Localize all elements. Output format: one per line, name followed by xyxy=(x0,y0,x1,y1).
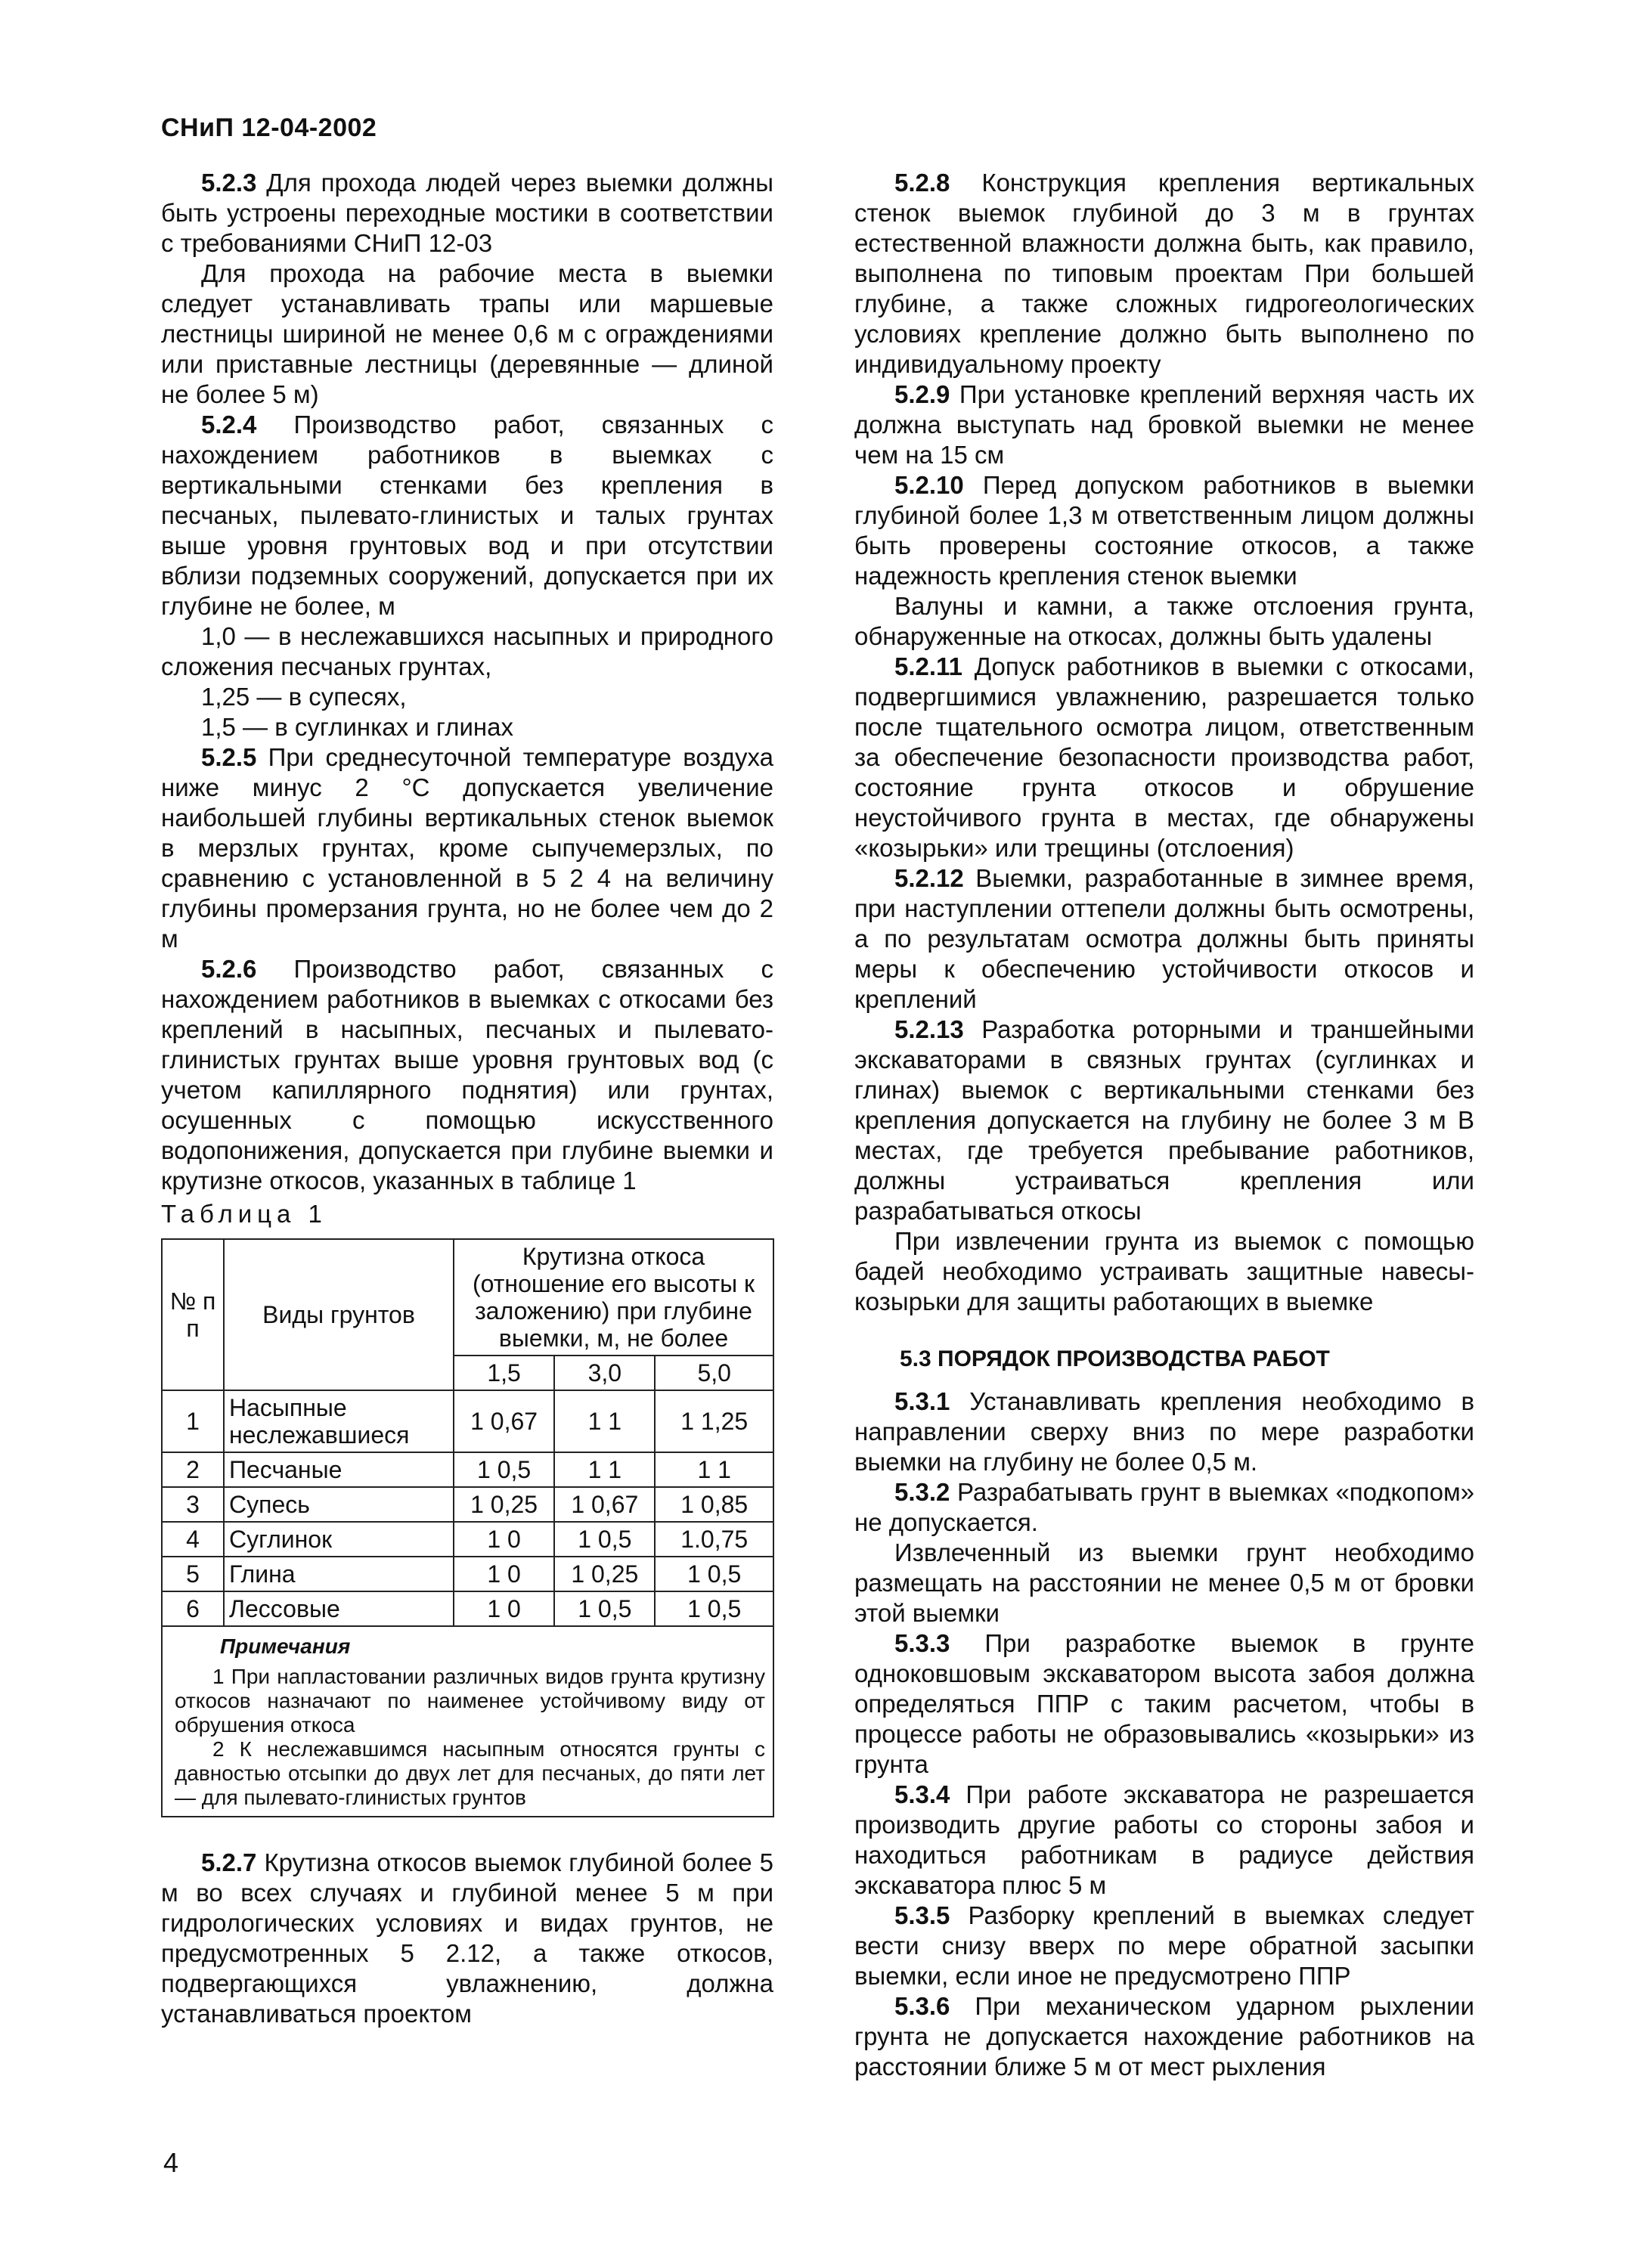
header-number: № п п xyxy=(162,1239,224,1390)
paragraph-5-2-3: 5.2.3 Для прохода людей через выемки должны быть устроены переходные мостики в соответствии с требованиями СНиП 12-03 xyxy=(161,169,773,257)
cell-value: 1 0,85 xyxy=(655,1487,773,1522)
paragraph-5-2-7: 5.2.7 Крутизна откосов выемок глубиной более 5 м во всех случаях и глубиной менее 5 м при гидрологических условиях и видах грунтов, не предусмотренных 5 2.12, а также откосов, подвергающихся увлажнению, должна устанавливаться проектом xyxy=(161,1848,773,2028)
cell-soil-type: Суглинок xyxy=(224,1522,454,1557)
note-1: 1 При напластовании различных видов грунта крутизну откосов назначают по наименее устойчивому виду от обрушения откоса xyxy=(175,1665,765,1737)
document-code-header: СНиП 12-04-2002 xyxy=(161,113,377,142)
cell-soil-type: Глина xyxy=(224,1557,454,1591)
table-notes xyxy=(162,1626,773,1817)
cell-value: 1 0,67 xyxy=(554,1487,655,1522)
note-2: 2 К неслежавшимся насыпным относятся грунты с давностью отсыпки до двух лет для песчаных, до пяти лет — для пылевато-глинистых грунтов xyxy=(175,1737,765,1809)
table-notes-row xyxy=(162,1626,773,1817)
paragraph-5-3-4: 5.3.4 При работе экскаватора не разрешается производить другие работы со стороны забоя и находиться работникам в радиусе действия экскаватора плюс 5 м xyxy=(854,1780,1474,1899)
header-depth-2: 3,0 xyxy=(554,1356,655,1390)
cell-number: 1 xyxy=(162,1390,224,1452)
header-soil-type: Виды грунтов xyxy=(224,1239,454,1390)
table-row xyxy=(162,1390,773,1452)
notes-title: Примечания xyxy=(220,1634,351,1658)
cell-value: 1 1 xyxy=(554,1390,655,1452)
left-column xyxy=(161,168,773,2029)
soil-slope-table xyxy=(161,1238,774,1817)
paragraph-5-2-4: 5.2.4 Производство работ, связанных с нахождением работников в выемках с вертикальными стенками без крепления в песчаных, пылевато-глинистых и талых грунтах выше уровня грунтовых вод и при отсутствии вблизи подземных сооружений, допускается при их глубине не более, м xyxy=(161,411,773,620)
cell-value: 1 0,5 xyxy=(655,1591,773,1626)
cell-value: 1 0,67 xyxy=(454,1390,554,1452)
paragraph-5-2-8: 5.2.8 Конструкция крепления вертикальных стенок выемок глубиной до 3 м в грунтах естественной влажности должна быть, как правило, выполнена по типовым проектам При большей глубине, а также сложных гидрогеологических условиях крепление должно быть выполнено по индивидуальному проекту xyxy=(854,169,1474,378)
paragraph-5-2-6: 5.2.6 Производство работ, связанных с нахождением работников в выемках с откосами без креплений в насыпных, песчаных и пылевато-глинистых грунтах выше уровня грунтовых вод (с учетом капиллярного поднятия) или грунтах, осушенных с помощью искусственного водопонижения, допускается при глубине выемки и крутизне откосов, указанных в таблице 1 xyxy=(161,955,773,1194)
cell-value: 1 0,25 xyxy=(554,1557,655,1591)
cell-value: 1 0,5 xyxy=(454,1452,554,1487)
cell-value: 1 0,25 xyxy=(454,1487,554,1522)
paragraph-5-2-9: 5.2.9 При установке креплений верхняя часть их должна выступать над бровкой выемки не менее чем на 15 см xyxy=(854,380,1474,469)
cell-value: 1 0,5 xyxy=(655,1557,773,1591)
paragraph-5-3-3: 5.3.3 При разработке выемок в грунте одноковшовым экскаватором высота забоя должна определяться ППР с таким расчетом, чтобы в процессе работы не образовывались «козырьки» из грунта xyxy=(854,1629,1474,1778)
table-row xyxy=(162,1487,773,1522)
table-caption: Таблица 1 xyxy=(161,1200,327,1228)
cell-value: 1 1 xyxy=(554,1452,655,1487)
paragraph-5-3-2: 5.3.2 Разрабатывать грунт в выемках «подкопом» не допускается. xyxy=(854,1478,1474,1536)
cell-soil-type: Насыпные неслежавшиеся xyxy=(224,1390,454,1452)
table-row xyxy=(162,1522,773,1557)
cell-soil-type: Супесь xyxy=(224,1487,454,1522)
table-header-row xyxy=(162,1239,773,1356)
paragraph-5-3-1: 5.3.1 Устанавливать крепления необходимо в направлении сверху вниз по мере разработки выемки на глубину не более 0,5 м. xyxy=(854,1387,1474,1476)
header-slope: Крутизна откоса (отношение его высоты к заложению) при глубине выемки, м, не более xyxy=(454,1239,773,1356)
paragraph-5-2-3-continued: Для прохода на рабочие места в выемки следует устанавливать трапы или маршевые лестницы шириной не менее 0,6 м с ограждениями или приставные лестницы (деревянные — длиной не более 5 м) xyxy=(161,259,773,408)
cell-number: 3 xyxy=(162,1487,224,1522)
paragraph-5-2-12: 5.2.12 Выемки, разработанные в зимнее время, при наступлении оттепели должны быть осмотрены, а по результатам осмотра должны быть приняты меры к обеспечению устойчивости откосов и креплений xyxy=(854,864,1474,1013)
paragraph-5-2-10: 5.2.10 Перед допуском работников в выемки глубиной более 1,3 м ответственным лицом должны быть проверены состояние откосов, а также надежность крепления стенок выемки xyxy=(854,471,1474,590)
cell-value: 1 0 xyxy=(454,1522,554,1557)
paragraph-5-3-6: 5.3.6 При механическом ударном рыхлении грунта не допускается нахождение работников на расстоянии ближе 5 м от мест рыхления xyxy=(854,1992,1474,2081)
header-depth-3: 5,0 xyxy=(655,1356,773,1390)
table-row xyxy=(162,1557,773,1591)
cell-value: 1 0,5 xyxy=(554,1522,655,1557)
cell-value: 1 0,5 xyxy=(554,1591,655,1626)
depth-item-1: 1,0 — в неслежавшихся насыпных и природного сложения песчаных грунтах, xyxy=(161,622,773,680)
depth-item-2: 1,25 — в супесях, xyxy=(201,683,407,711)
paragraph-5-2-13: 5.2.13 Разработка роторными и траншейными экскаваторами в связных грунтах (суглинках и глинах) выемок с вертикальными стенками без крепления допускается на глубину не более 3 м В местах, где требуется пребывание работников, должны устраиваться крепления или разрабатываться откосы xyxy=(854,1015,1474,1225)
paragraph-5-2-5: 5.2.5 При среднесуточной температуре воздуха ниже минус 2 °С допускается увеличение наибольшей глубины вертикальных стенок выемок в мерзлых грунтах, кроме сыпучемерзлых, по сравнению с установленной в 5 2 4 на величину глубины промерзания грунта, но не более чем до 2 м xyxy=(161,743,773,953)
cell-value: 1 0 xyxy=(454,1591,554,1626)
paragraph-5-2-10-continued: Валуны и камни, а также отслоения грунта, обнаруженные на откосах, должны быть удалены xyxy=(854,592,1474,650)
table-row xyxy=(162,1591,773,1626)
cell-number: 5 xyxy=(162,1557,224,1591)
right-column xyxy=(854,168,1474,2082)
paragraph-5-3-5: 5.3.5 Разборку креплений в выемках следует вести снизу вверх по мере обратной засыпки выемки, если иное не предусмотрено ППР xyxy=(854,1901,1474,1990)
paragraph-5-2-11: 5.2.11 Допуск работников в выемки с откосами, подвергшимися увлажнению, разрешается только после тщательного осмотра лицом, ответственным за обеспечение безопасности производства работ, состояние грунта откосов и обрушение неустойчивого грунта в местах, где обнаружены «козырьки» или трещины (отслоения) xyxy=(854,652,1474,862)
cell-number: 4 xyxy=(162,1522,224,1557)
paragraph-5-2-13-continued: При извлечении грунта из выемок с помощью бадей необходимо устраивать защитные навесы-козырьки для защиты работающих в выемке xyxy=(854,1227,1474,1315)
cell-value: 1 1,25 xyxy=(655,1390,773,1452)
cell-value: 1.0,75 xyxy=(655,1522,773,1557)
paragraph-5-3-2-continued: Извлеченный из выемки грунт необходимо размещать на расстоянии не менее 0,5 м от бровки этой выемки xyxy=(854,1538,1474,1627)
cell-soil-type: Песчаные xyxy=(224,1452,454,1487)
page-number: 4 xyxy=(163,2147,179,2178)
table-row xyxy=(162,1452,773,1487)
depth-item-3: 1,5 — в суглинках и глинах xyxy=(201,713,513,741)
cell-value: 1 1 xyxy=(655,1452,773,1487)
cell-soil-type: Лессовые xyxy=(224,1591,454,1626)
header-depth-1: 1,5 xyxy=(454,1356,554,1390)
cell-number: 6 xyxy=(162,1591,224,1626)
cell-number: 2 xyxy=(162,1452,224,1487)
cell-value: 1 0 xyxy=(454,1557,554,1591)
section-title-5-3: 5.3 ПОРЯДОК ПРОИЗВОДСТВА РАБОТ xyxy=(900,1346,1330,1371)
